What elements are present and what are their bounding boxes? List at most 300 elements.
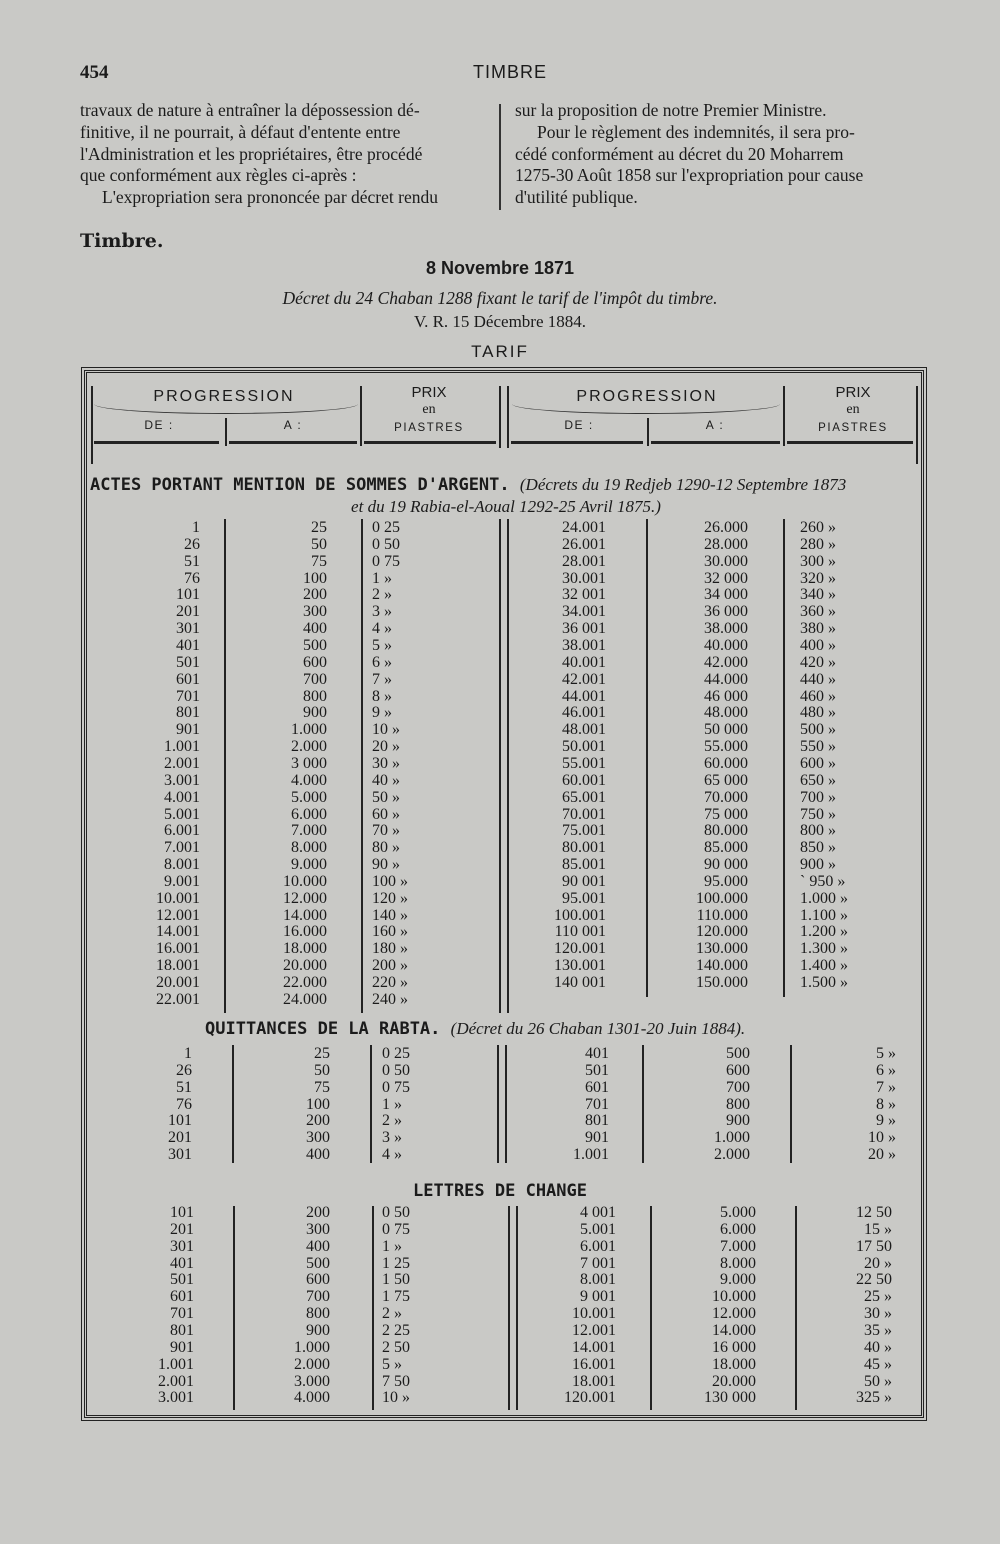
cell-rabta-right-de: 901 <box>585 1129 609 1147</box>
column-rule <box>790 1045 792 1163</box>
cell-lettres-right-prix: 17 50 <box>856 1237 892 1255</box>
cell-actes-left-a: 16.000 <box>283 923 327 941</box>
cell-lettres-right-prix: 45 » <box>864 1355 892 1373</box>
intro-line: travaux de nature à entraîner la dépossession dé- <box>80 100 420 120</box>
header-piastres-label: PIASTRES <box>818 422 888 434</box>
cell-actes-left-de: 501 <box>176 653 200 671</box>
cell-actes-left-a: 3 000 <box>291 754 327 772</box>
section-title-text: LETTRES DE CHANGE <box>413 1181 587 1201</box>
cell-actes-left-a: 6.000 <box>291 805 327 823</box>
cell-rabta-left-prix: 3 » <box>382 1129 402 1147</box>
cell-actes-right-de: 100.001 <box>554 906 606 924</box>
header-de-left: DE : <box>144 418 174 432</box>
cell-lettres-right-prix: 20 » <box>864 1254 892 1272</box>
header-prix-label: PRIX <box>835 384 871 401</box>
cell-lettres-right-prix: 30 » <box>864 1305 892 1323</box>
cell-actes-right-a: 36 000 <box>704 603 748 621</box>
cell-actes-left-a: 5.000 <box>291 788 327 806</box>
cell-rabta-left-a: 300 <box>306 1129 330 1147</box>
cell-actes-left-a: 600 <box>303 653 327 671</box>
cell-actes-left-prix: 50 » <box>372 788 400 806</box>
column-rule <box>497 1045 499 1163</box>
cell-actes-left-prix: 140 » <box>372 906 408 924</box>
cell-rabta-right-a: 2.000 <box>714 1146 750 1164</box>
header-en-label: en <box>846 402 860 417</box>
cell-actes-left-de: 3.001 <box>164 771 200 789</box>
cell-actes-right-prix: 480 » <box>800 704 836 722</box>
cell-actes-right-a: 55.000 <box>704 738 748 755</box>
cell-actes-right-a: 80.000 <box>704 822 748 840</box>
cell-actes-left-a: 300 <box>303 603 327 621</box>
cell-lettres-right-de: 120.001 <box>564 1389 616 1407</box>
cell-actes-left-prix: 5 » <box>372 637 392 654</box>
cell-actes-left-de: 301 <box>176 620 200 638</box>
cell-rabta-right-de: 601 <box>585 1078 609 1096</box>
header-prix-left <box>362 384 496 437</box>
cell-actes-right-a: 100.000 <box>696 889 748 907</box>
cell-lettres-left-a: 500 <box>306 1254 330 1272</box>
cell-lettres-left-de: 701 <box>170 1305 194 1323</box>
cell-actes-left-de: 2.001 <box>164 754 200 772</box>
cell-lettres-right-prix: 25 » <box>864 1288 892 1306</box>
cell-actes-left-de: 8.001 <box>164 856 200 873</box>
section-title-text: QUITTANCES DE LA RABTA. <box>205 1019 441 1039</box>
cell-actes-right-prix: 400 » <box>800 637 836 654</box>
cell-actes-left-de: 701 <box>176 687 200 705</box>
cell-actes-right-a: 48.000 <box>704 704 748 722</box>
cell-rabta-right-prix: 7 » <box>876 1078 896 1096</box>
cell-actes-right-de: 24.001 <box>562 519 606 536</box>
cell-actes-right-a: 60.000 <box>704 754 748 772</box>
cell-actes-right-a: 30.000 <box>704 552 748 570</box>
cell-actes-right-de: 50.001 <box>562 738 606 755</box>
cell-actes-right-a: 150.000 <box>696 974 748 991</box>
header-bar <box>229 441 357 444</box>
header-prix-label: PRIX <box>411 384 447 401</box>
cell-rabta-left-prix: 4 » <box>382 1146 402 1164</box>
cell-lettres-left-a: 600 <box>306 1271 330 1289</box>
cell-actes-right-de: 80.001 <box>562 839 606 857</box>
cell-actes-left-de: 26 <box>184 535 200 553</box>
cell-actes-left-de: 18.001 <box>156 957 200 975</box>
cell-actes-left-de: 20.001 <box>156 974 200 991</box>
cell-rabta-left-a: 100 <box>306 1095 330 1113</box>
cell-lettres-right-a: 5.000 <box>720 1204 756 1221</box>
header-rule <box>225 418 227 446</box>
cell-rabta-left-de: 76 <box>176 1095 192 1113</box>
decree-title: Décret du 24 Chaban 1288 fixant le tarif de l'impôt du timbre. <box>282 288 718 308</box>
cell-actes-left-a: 50 <box>311 535 327 553</box>
cell-rabta-left-de: 1 <box>184 1045 192 1062</box>
column-rule <box>650 1206 652 1410</box>
cell-lettres-right-de: 12.001 <box>572 1322 616 1339</box>
cell-rabta-right-de: 801 <box>585 1112 609 1130</box>
cell-rabta-right-de: 701 <box>585 1095 609 1113</box>
section-citation-cont: et du 19 Rabia-el-Aoual 1292-25 Avril 1875.) <box>351 497 661 516</box>
cell-actes-left-a: 900 <box>303 704 327 722</box>
cell-lettres-right-a: 18.000 <box>712 1355 756 1373</box>
cell-lettres-left-de: 101 <box>170 1204 194 1221</box>
cell-actes-right-de: 44.001 <box>562 687 606 705</box>
cell-rabta-right-de: 501 <box>585 1061 609 1079</box>
cell-actes-left-prix: 9 » <box>372 704 392 722</box>
cell-actes-left-prix: 60 » <box>372 805 400 823</box>
cell-actes-left-a: 1.000 <box>291 721 327 739</box>
cell-actes-left-de: 76 <box>184 569 200 587</box>
cell-actes-left-a: 10.000 <box>283 872 327 890</box>
cell-actes-left-prix: 0 75 <box>372 552 400 570</box>
cell-actes-right-de: 120.001 <box>554 940 606 958</box>
cell-rabta-right-a: 500 <box>726 1045 750 1062</box>
cell-lettres-right-a: 7.000 <box>720 1237 756 1255</box>
cell-actes-left-de: 14.001 <box>156 923 200 941</box>
cell-actes-right-de: 34.001 <box>562 603 606 621</box>
cell-actes-right-a: 85.000 <box>704 839 748 857</box>
cell-lettres-right-de: 14.001 <box>572 1338 616 1356</box>
cell-actes-left-prix: 70 » <box>372 822 400 840</box>
cell-actes-right-a: 50 000 <box>704 721 748 739</box>
cell-actes-right-de: 55.001 <box>562 754 606 772</box>
cell-actes-left-prix: 220 » <box>372 974 408 991</box>
column-rule <box>232 1045 234 1163</box>
intro-line: L'expropriation sera prononcée par décret rendu <box>102 187 438 208</box>
cell-actes-right-a: 32 000 <box>704 569 748 587</box>
cell-actes-right-de: 26.001 <box>562 535 606 553</box>
cell-lettres-right-a: 16 000 <box>712 1338 756 1356</box>
column-rule <box>508 1206 510 1410</box>
cell-lettres-right-de: 10.001 <box>572 1305 616 1323</box>
cell-rabta-left-prix: 0 50 <box>382 1061 410 1079</box>
cell-rabta-right-a: 900 <box>726 1112 750 1130</box>
cell-lettres-left-de: 601 <box>170 1288 194 1306</box>
cell-actes-left-a: 700 <box>303 670 327 688</box>
cell-actes-left-a: 14.000 <box>283 906 327 924</box>
cell-lettres-left-de: 3.001 <box>158 1389 194 1407</box>
cell-rabta-left-de: 201 <box>168 1129 192 1147</box>
cell-actes-right-de: 40.001 <box>562 653 606 671</box>
cell-actes-left-a: 22.000 <box>283 974 327 991</box>
page-number: 454 <box>80 62 109 83</box>
cell-rabta-left-a: 75 <box>314 1078 330 1096</box>
cell-actes-left-de: 6.001 <box>164 822 200 840</box>
cell-rabta-left-a: 400 <box>306 1146 330 1164</box>
running-title: TIMBRE <box>472 62 547 82</box>
cell-actes-left-de: 10.001 <box>156 889 200 907</box>
cell-actes-right-a: 110.000 <box>696 906 748 924</box>
column-rule <box>516 1206 518 1410</box>
cell-actes-right-de: 48.001 <box>562 721 606 739</box>
header-de-right: DE : <box>564 418 594 432</box>
cell-lettres-left-a: 3.000 <box>294 1372 330 1390</box>
cell-actes-left-a: 400 <box>303 620 327 638</box>
cell-rabta-left-prix: 2 » <box>382 1112 402 1130</box>
cell-actes-left-a: 800 <box>303 687 327 705</box>
intro-line: sur la proposition de notre Premier Ministre. <box>515 100 827 120</box>
cell-lettres-right-de: 16.001 <box>572 1355 616 1373</box>
cell-actes-right-de: 36 001 <box>562 620 606 638</box>
cell-actes-right-a: 75 000 <box>704 805 748 823</box>
intro-line: 1275-30 Août 1858 sur l'expropriation pour cause <box>515 165 864 186</box>
cell-rabta-right-prix: 8 » <box>876 1095 896 1113</box>
cell-actes-right-de: 42.001 <box>562 670 606 688</box>
cell-actes-left-prix: 4 » <box>372 620 392 638</box>
cell-actes-left-de: 51 <box>184 552 200 570</box>
cell-actes-right-a: 28.000 <box>704 535 748 553</box>
cell-actes-left-prix: 2 » <box>372 586 392 604</box>
cell-actes-left-prix: 30 » <box>372 754 400 772</box>
cell-actes-right-a: 34 000 <box>704 586 748 604</box>
cell-rabta-right-a: 1.000 <box>714 1129 750 1147</box>
cell-actes-left-de: 16.001 <box>156 940 200 958</box>
cell-lettres-right-prix: 40 » <box>864 1338 892 1356</box>
cell-rabta-left-de: 301 <box>168 1146 192 1164</box>
cell-rabta-left-de: 26 <box>176 1061 192 1079</box>
cell-actes-right-de: 32 001 <box>562 586 606 604</box>
section-heading: Timbre. <box>80 230 164 252</box>
cell-rabta-left-prix: 0 75 <box>382 1078 410 1096</box>
cell-actes-left-prix: 10 » <box>372 721 400 739</box>
cell-rabta-right-a: 600 <box>726 1061 750 1079</box>
cell-lettres-right-a: 9.000 <box>720 1271 756 1289</box>
cell-lettres-right-prix: 12 50 <box>856 1204 892 1221</box>
cell-lettres-left-a: 400 <box>306 1237 330 1255</box>
cell-actes-left-de: 22.001 <box>156 990 200 1008</box>
cell-lettres-left-prix: 0 50 <box>382 1204 410 1221</box>
cell-actes-left-prix: 240 » <box>372 990 408 1008</box>
column-rule <box>507 519 509 1013</box>
section-title-lettres <box>0 1181 1000 1201</box>
cell-rabta-left-de: 101 <box>168 1112 192 1130</box>
cell-actes-right-prix: 1.000 » <box>800 889 848 907</box>
cell-actes-right-prix: 360 » <box>800 603 836 621</box>
header-rule <box>499 386 501 448</box>
header-bar <box>94 441 219 444</box>
cell-actes-left-a: 100 <box>303 569 327 587</box>
cell-actes-left-a: 18.000 <box>283 940 327 958</box>
cell-actes-right-prix: 600 » <box>800 754 836 772</box>
cell-actes-right-prix: 320 » <box>800 569 836 587</box>
cell-lettres-right-de: 9 001 <box>580 1288 616 1306</box>
cell-actes-left-prix: 160 » <box>372 923 408 941</box>
header-piastres-label: PIASTRES <box>394 422 464 434</box>
cell-actes-right-prix: 1.300 » <box>800 940 848 958</box>
cell-actes-right-prix: 500 » <box>800 721 836 739</box>
cell-actes-right-de: 90 001 <box>562 872 606 890</box>
cell-actes-right-prix: 1.200 » <box>800 923 848 941</box>
header-rule <box>360 386 362 446</box>
cell-actes-right-a: 70.000 <box>704 788 748 806</box>
cell-rabta-right-de: 401 <box>585 1045 609 1062</box>
cell-lettres-left-a: 700 <box>306 1288 330 1306</box>
cell-actes-left-de: 1.001 <box>164 738 200 755</box>
cell-actes-right-de: 60.001 <box>562 771 606 789</box>
cell-actes-left-a: 75 <box>311 552 327 570</box>
cell-actes-left-a: 25 <box>311 519 327 536</box>
header-bar <box>787 441 913 444</box>
cell-actes-right-prix: 900 » <box>800 856 836 873</box>
cell-lettres-left-prix: 2 » <box>382 1305 402 1323</box>
cell-actes-left-a: 2.000 <box>291 738 327 755</box>
cell-actes-left-de: 9.001 <box>164 872 200 890</box>
cell-actes-left-a: 9.000 <box>291 856 327 873</box>
header-rule <box>783 386 785 446</box>
cell-lettres-right-prix: 15 » <box>864 1220 892 1238</box>
cell-actes-left-prix: 80 » <box>372 839 400 857</box>
cell-actes-right-prix: 850 » <box>800 839 836 857</box>
cell-lettres-right-prix: 50 » <box>864 1372 892 1390</box>
cell-actes-left-a: 7.000 <box>291 822 327 840</box>
cell-rabta-left-a: 25 <box>314 1045 330 1062</box>
cell-lettres-left-a: 300 <box>306 1220 330 1238</box>
cell-actes-right-a: 42.000 <box>704 653 748 671</box>
header-a-right: A : <box>705 418 725 432</box>
section-title-rabta <box>205 1019 1000 1039</box>
cell-rabta-left-prix: 1 » <box>382 1095 402 1113</box>
cell-lettres-right-prix: 22 50 <box>856 1271 892 1289</box>
cell-lettres-left-prix: 1 25 <box>382 1254 410 1272</box>
cell-actes-right-de: 130.001 <box>554 957 606 975</box>
cell-actes-right-prix: 420 » <box>800 653 836 671</box>
cell-lettres-right-a: 20.000 <box>712 1372 756 1390</box>
cell-actes-right-de: 46.001 <box>562 704 606 722</box>
cell-lettres-right-de: 5.001 <box>580 1220 616 1238</box>
section-citation: (Décrets du 19 Redjeb 1290-12 Septembre 1873 <box>519 475 847 494</box>
cell-actes-left-prix: 0 50 <box>372 535 400 553</box>
cell-lettres-right-a: 8.000 <box>720 1254 756 1272</box>
cell-lettres-left-a: 900 <box>306 1322 330 1339</box>
cell-actes-right-de: 28.001 <box>562 552 606 570</box>
cell-rabta-right-prix: 10 » <box>868 1129 896 1147</box>
cell-lettres-left-a: 1.000 <box>294 1338 330 1356</box>
cell-rabta-left-a: 200 <box>306 1112 330 1130</box>
column-rule <box>646 519 648 997</box>
header-a-left: A : <box>283 418 303 432</box>
cell-lettres-left-de: 901 <box>170 1338 194 1356</box>
header-bar <box>511 441 643 444</box>
cell-lettres-right-prix: 35 » <box>864 1322 892 1339</box>
cell-actes-right-prix: 1.100 » <box>800 906 848 924</box>
column-rule <box>505 1045 507 1163</box>
cell-actes-right-prix: 340 » <box>800 586 836 604</box>
intro-right-column <box>515 100 922 209</box>
decree-reference: V. R. 15 Décembre 1884. <box>413 312 587 331</box>
cell-actes-right-a: 38.000 <box>704 620 748 638</box>
cell-actes-right-prix: 440 » <box>800 670 836 688</box>
cell-lettres-left-a: 200 <box>306 1204 330 1221</box>
cell-lettres-left-de: 1.001 <box>158 1355 194 1373</box>
cell-rabta-right-de: 1.001 <box>573 1146 609 1164</box>
cell-lettres-left-a: 4.000 <box>294 1389 330 1407</box>
cell-lettres-left-de: 801 <box>170 1322 194 1339</box>
header-prix-right <box>786 384 920 437</box>
cell-actes-right-de: 110 001 <box>554 923 606 941</box>
column-divider <box>499 104 501 210</box>
cell-actes-left-de: 201 <box>176 603 200 621</box>
header-rule <box>916 386 918 464</box>
cell-actes-right-prix: 1.500 » <box>800 974 848 991</box>
header-progression-left: PROGRESSION <box>153 388 295 405</box>
decree-date: 8 Novembre 1871 <box>425 258 575 278</box>
cell-actes-left-a: 4.000 <box>291 771 327 789</box>
intro-line: Pour le règlement des indemnités, il sera pro- <box>537 121 855 142</box>
cell-actes-right-a: 46 000 <box>704 687 748 705</box>
cell-lettres-right-de: 6.001 <box>580 1237 616 1255</box>
cell-lettres-right-a: 12.000 <box>712 1305 756 1323</box>
cell-actes-left-prix: 6 » <box>372 653 392 671</box>
header-en-label: en <box>422 402 436 417</box>
cell-lettres-right-de: 7 001 <box>580 1254 616 1272</box>
cell-actes-left-prix: 3 » <box>372 603 392 621</box>
cell-actes-right-de: 95.001 <box>562 889 606 907</box>
cell-actes-left-prix: 8 » <box>372 687 392 705</box>
column-rule <box>499 519 501 1013</box>
cell-actes-right-prix: 700 » <box>800 788 836 806</box>
cell-actes-right-a: 44.000 <box>704 670 748 688</box>
cell-lettres-left-prix: 0 75 <box>382 1220 410 1238</box>
header-bar <box>651 441 780 444</box>
cell-lettres-left-prix: 10 » <box>382 1389 410 1407</box>
cell-lettres-left-de: 501 <box>170 1271 194 1289</box>
intro-line: d'utilité publique. <box>515 187 638 208</box>
cell-rabta-right-prix: 9 » <box>876 1112 896 1130</box>
cell-actes-right-a: 95.000 <box>704 872 748 890</box>
cell-actes-left-prix: 1 » <box>372 569 392 587</box>
cell-actes-right-prix: ` 950 » <box>800 872 846 890</box>
header-rule <box>91 386 93 464</box>
cell-lettres-right-de: 4 001 <box>580 1204 616 1221</box>
cell-lettres-right-prix: 325 » <box>856 1389 892 1407</box>
cell-actes-right-prix: 260 » <box>800 519 836 536</box>
header-bar <box>364 441 496 444</box>
cell-actes-right-prix: 460 » <box>800 687 836 705</box>
cell-actes-right-a: 120.000 <box>696 923 748 941</box>
cell-lettres-left-prix: 5 » <box>382 1355 402 1373</box>
cell-actes-left-prix: 40 » <box>372 771 400 789</box>
intro-text <box>80 100 922 212</box>
cell-actes-right-de: 70.001 <box>562 805 606 823</box>
cell-actes-right-de: 65.001 <box>562 788 606 806</box>
cell-actes-left-de: 5.001 <box>164 805 200 823</box>
cell-actes-left-prix: 0 25 <box>372 519 400 536</box>
cell-actes-left-de: 401 <box>176 637 200 654</box>
section-title-actes <box>90 475 922 495</box>
cell-actes-right-prix: 750 » <box>800 805 836 823</box>
cell-lettres-left-a: 800 <box>306 1305 330 1323</box>
cell-actes-right-prix: 550 » <box>800 738 836 755</box>
cell-rabta-right-a: 800 <box>726 1095 750 1113</box>
cell-lettres-left-prix: 7 50 <box>382 1372 410 1390</box>
cell-actes-right-prix: 280 » <box>800 535 836 553</box>
cell-lettres-right-de: 8.001 <box>580 1271 616 1289</box>
cell-actes-right-prix: 650 » <box>800 771 836 789</box>
cell-actes-right-prix: 380 » <box>800 620 836 638</box>
cell-actes-left-de: 101 <box>176 586 200 604</box>
cell-lettres-left-a: 2.000 <box>294 1355 330 1373</box>
column-rule <box>642 1045 644 1163</box>
cell-actes-right-de: 140 001 <box>554 974 606 991</box>
cell-lettres-right-a: 6.000 <box>720 1220 756 1238</box>
header-progression-right: PROGRESSION <box>576 388 718 405</box>
cell-lettres-left-prix: 1 50 <box>382 1271 410 1289</box>
cell-actes-right-a: 65 000 <box>704 771 748 789</box>
cell-actes-right-prix: 1.400 » <box>800 957 848 975</box>
cell-actes-right-a: 40.000 <box>704 637 748 654</box>
cell-actes-right-prix: 300 » <box>800 552 836 570</box>
column-rule <box>783 519 785 997</box>
cell-lettres-left-prix: 2 25 <box>382 1322 410 1339</box>
column-rule <box>795 1206 797 1410</box>
column-rule <box>361 519 363 1013</box>
